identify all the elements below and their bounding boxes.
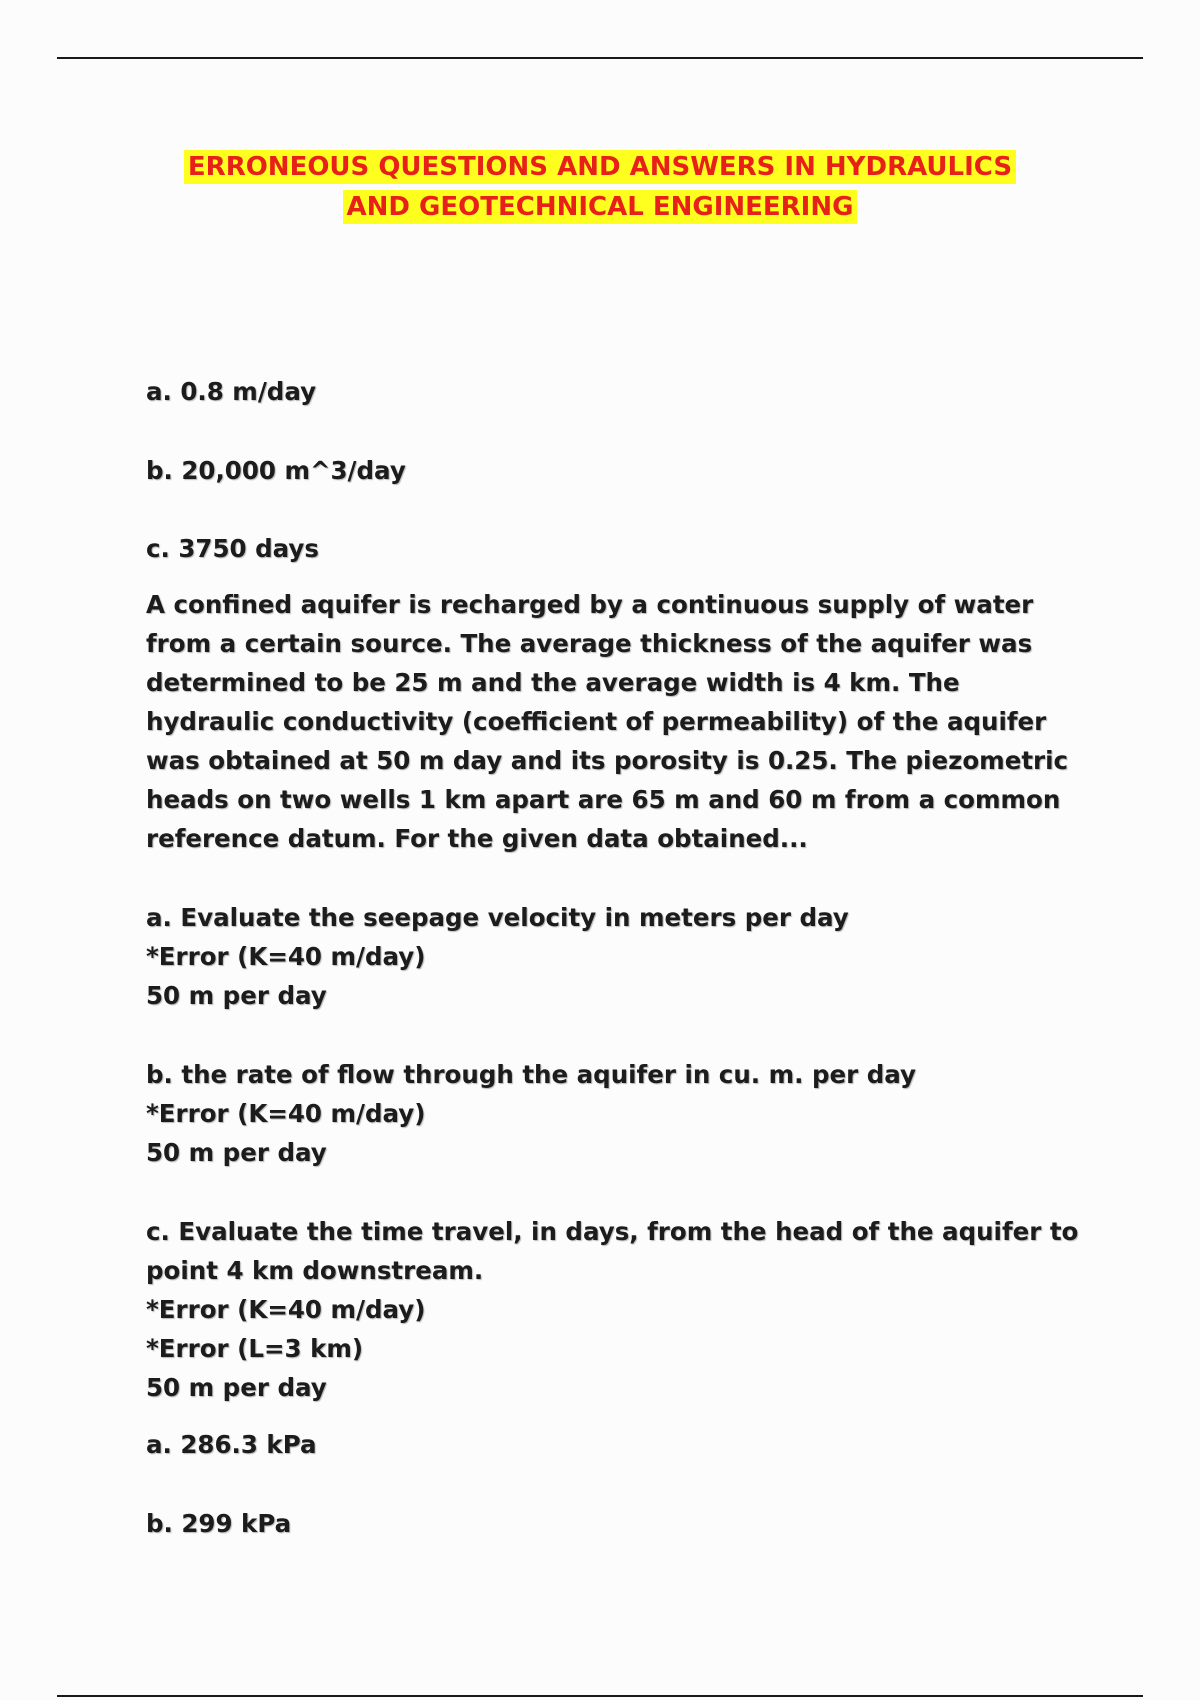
problem-line: from a certain source. The average thickness of the aquifer was	[146, 629, 1033, 658]
problem-line: determined to be 25 m and the average width is 4 km. The	[146, 668, 960, 697]
problem-line: reference datum. For the given data obtained...	[146, 824, 808, 853]
problem-line: was obtained at 50 m day and its porosity is 0.25. The piezometric	[146, 746, 1069, 775]
title-line-1: ERRONEOUS QUESTIONS AND ANSWERS IN HYDRAULICS	[184, 150, 1016, 184]
answer-a-top: a. 0.8 m/day	[146, 377, 317, 406]
question-c-note: 50 m per day	[146, 1373, 327, 1402]
answer-b-top: b. 20,000 m^3/day	[146, 456, 406, 485]
problem-line: heads on two wells 1 km apart are 65 m and 60 m from a common	[146, 785, 1061, 814]
question-a-note: 50 m per day	[146, 981, 327, 1010]
problem-line: A confined aquifer is recharged by a continuous supply of water	[146, 590, 1034, 619]
question-c-prompt-line-1: c. Evaluate the time travel, in days, from the head of the aquifer to	[146, 1217, 1079, 1246]
question-a-error: *Error (K=40 m/day)	[146, 942, 426, 971]
title-line-2: AND GEOTECHNICAL ENGINEERING	[343, 190, 858, 224]
document-title	[0, 147, 1200, 227]
question-c-prompt-line-2: point 4 km downstream.	[146, 1256, 484, 1285]
answer-a-bottom: a. 286.3 kPa	[146, 1430, 317, 1459]
question-c-error-1: *Error (K=40 m/day)	[146, 1295, 426, 1324]
answer-c-top: c. 3750 days	[146, 534, 319, 563]
question-b-prompt: b. the rate of flow through the aquifer in cu. m. per day	[146, 1060, 917, 1089]
bottom-rule	[57, 1695, 1143, 1697]
question-b-note: 50 m per day	[146, 1138, 327, 1167]
question-c-error-2: *Error (L=3 km)	[146, 1334, 364, 1363]
answer-b-bottom: b. 299 kPa	[146, 1509, 292, 1538]
question-b-error: *Error (K=40 m/day)	[146, 1099, 426, 1128]
problem-line: hydraulic conductivity (coefficient of permeability) of the aquifer	[146, 707, 1047, 736]
top-rule	[57, 57, 1143, 59]
question-a-prompt: a. Evaluate the seepage velocity in meters per day	[146, 903, 849, 932]
